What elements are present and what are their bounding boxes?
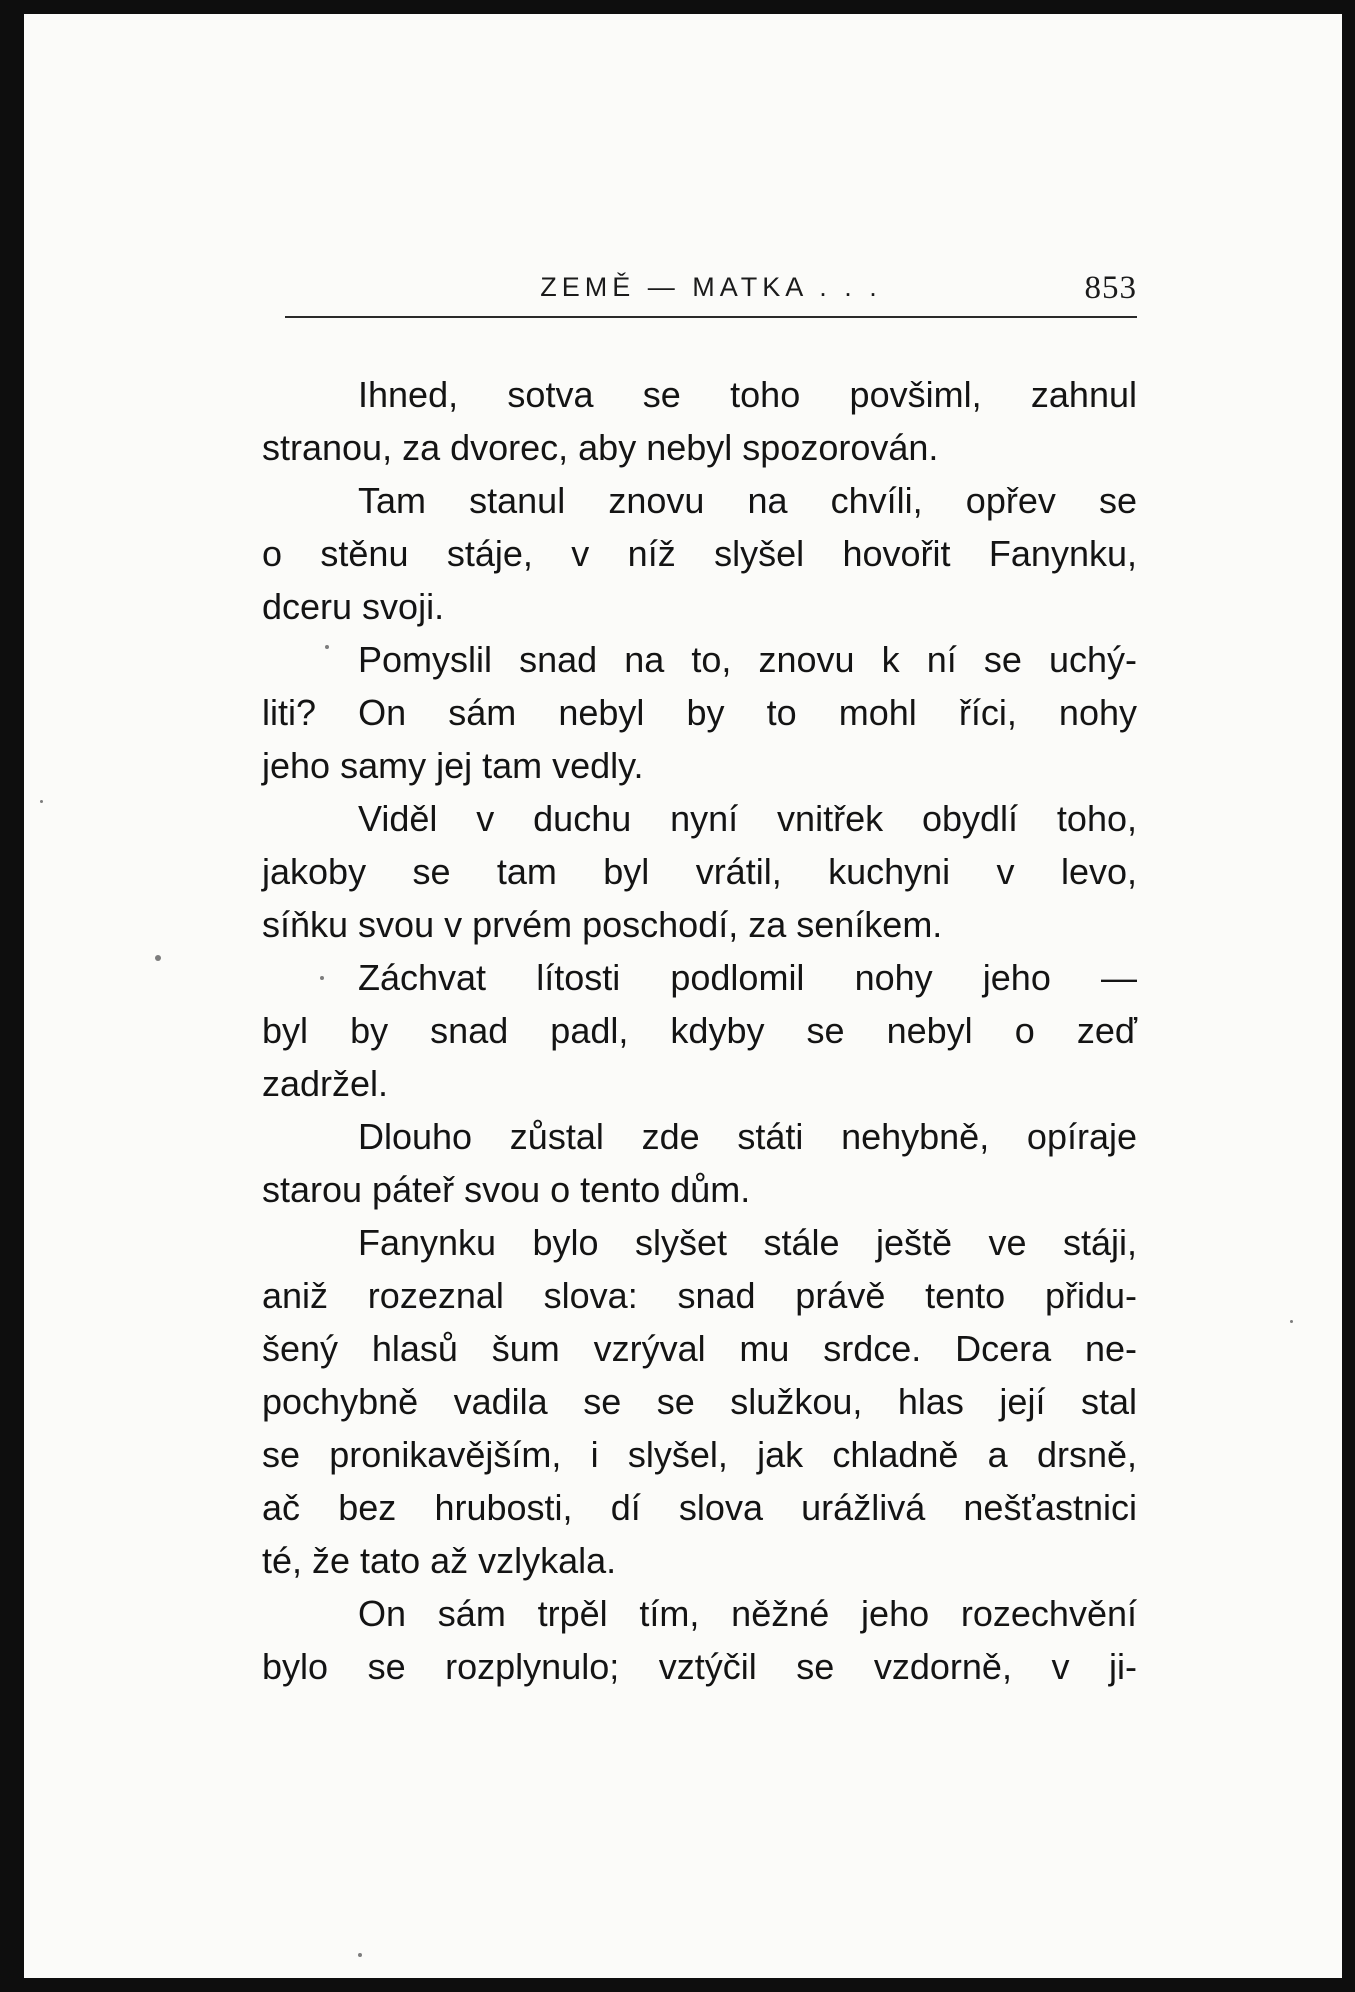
text-line: Fanynku bylo slyšet stále ještě ve stáji, xyxy=(358,1222,1137,1263)
text-line: On sám trpěl tím, něžné jeho rozechvění xyxy=(358,1593,1137,1634)
text-line: Pomyslil snad na to, znovu k ní se uchý- xyxy=(358,639,1137,680)
paper-speck xyxy=(320,976,324,980)
text-line: o stěnu stáje, v níž slyšel hovořit Fanynku, xyxy=(262,533,1137,574)
paper-speck xyxy=(40,800,43,803)
text-line: se pronikavějším, i slyšel, jak chladně a drsně, xyxy=(262,1434,1137,1475)
text-line: bylo se rozplynulo; vztýčil se vzdorně, v ji- xyxy=(262,1646,1137,1687)
text-line: Ihned, sotva se toho povšiml, zahnul xyxy=(358,374,1137,415)
text-line: jakoby se tam byl vrátil, kuchyni v levo, xyxy=(262,851,1137,892)
paper-speck xyxy=(358,1953,362,1957)
text-line: ač bez hrubosti, dí slova urážlivá nešťastnici xyxy=(262,1487,1137,1528)
text-line: té, že tato až vzlykala. xyxy=(262,1540,617,1581)
body-text xyxy=(262,368,1137,1693)
paper-speck xyxy=(155,955,161,961)
text-line: Dlouho zůstal zde státi nehybně, opíraje xyxy=(358,1116,1137,1157)
page-number: 853 xyxy=(1084,270,1137,306)
text-line: aniž rozeznal slova: snad právě tento přidu- xyxy=(262,1275,1137,1316)
running-header xyxy=(285,270,1137,318)
text-line: šený hlasů šum vzrýval mu srdce. Dcera ne- xyxy=(262,1328,1137,1369)
text-line: starou páteř svou o tento dům. xyxy=(262,1169,751,1210)
text-line: stranou, za dvorec, aby nebyl spozorován. xyxy=(262,427,939,468)
text-line: Viděl v duchu nyní vnitřek obydlí toho, xyxy=(358,798,1137,839)
text-line: liti? On sám nebyl by to mohl říci, nohy xyxy=(262,692,1137,733)
paper-speck xyxy=(1290,1320,1293,1323)
text-line: síňku svou v prvém poschodí, za seníkem. xyxy=(262,904,943,945)
text-line: byl by snad padl, kdyby se nebyl o zeď xyxy=(262,1010,1137,1051)
paper-speck xyxy=(325,645,329,649)
text-line: dceru svoji. xyxy=(262,586,445,627)
text-line: jeho samy jej tam vedly. xyxy=(262,745,644,786)
text-line: pochybně vadila se se služkou, hlas její stal xyxy=(262,1381,1137,1422)
running-title: ZEMĚ — MATKA . . . xyxy=(540,272,882,302)
text-line: Tam stanul znovu na chvíli, opřev se xyxy=(358,480,1137,521)
text-line: zadržel. xyxy=(262,1063,389,1104)
text-line: Záchvat lítosti podlomil nohy jeho — xyxy=(358,957,1137,998)
